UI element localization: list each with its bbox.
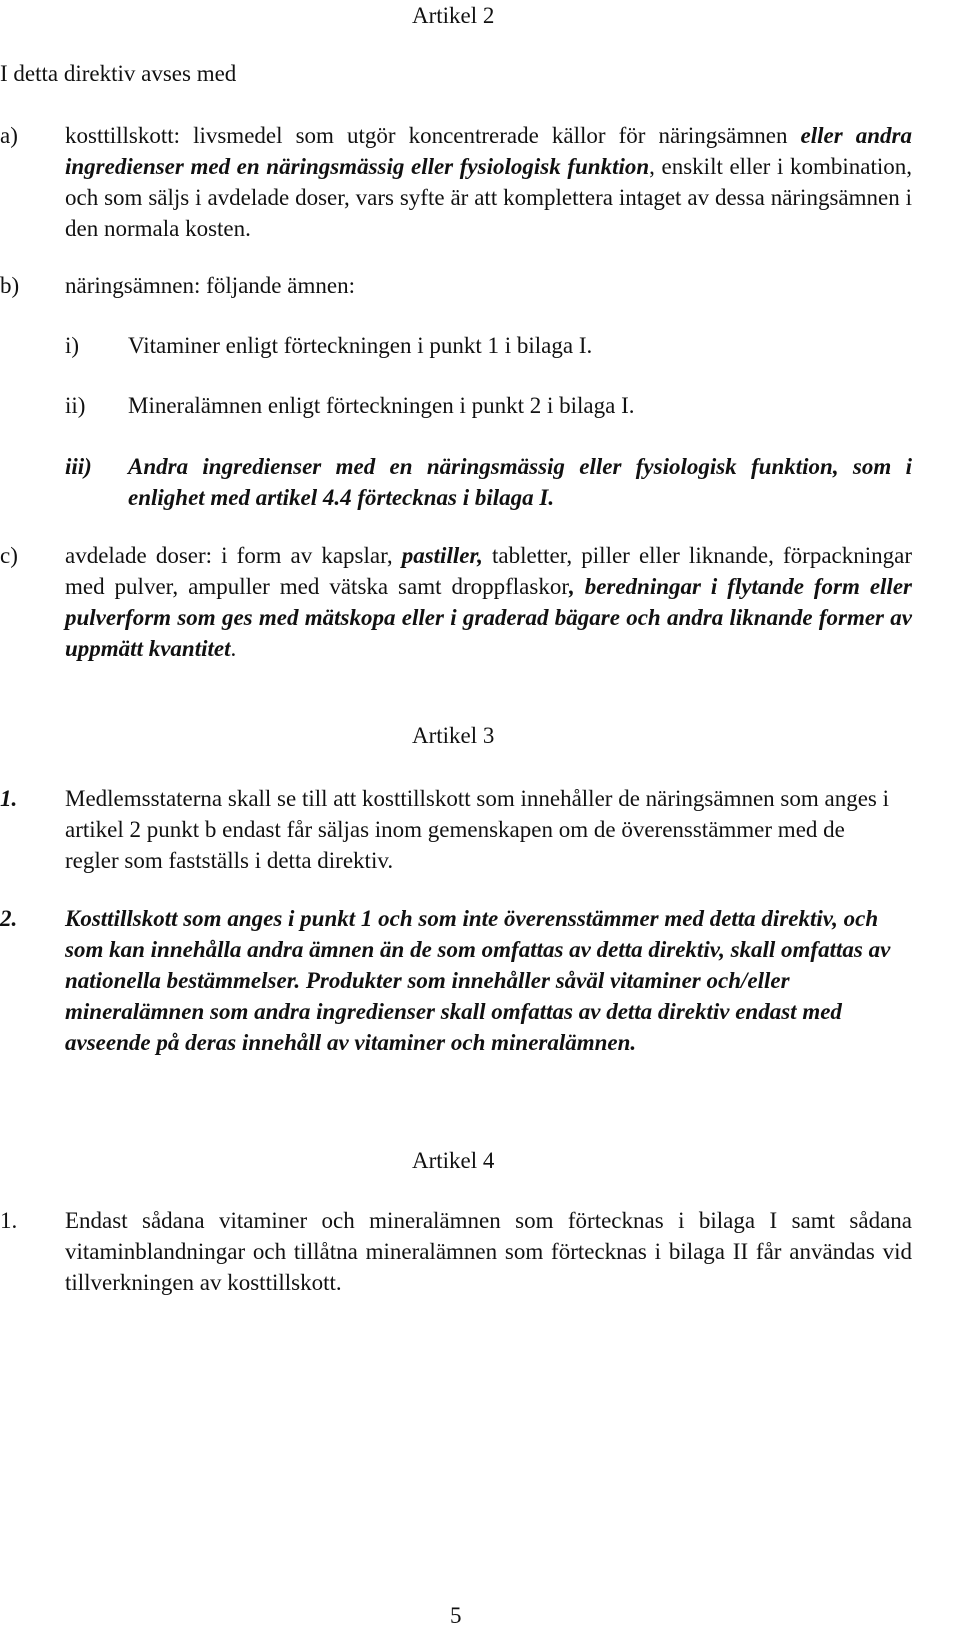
subitem-iii-label: iii) — [65, 454, 92, 479]
item-c-definition — [65, 540, 912, 664]
item-c-text-1: avdelade doser: i form av kapslar, — [65, 543, 402, 568]
subitem-ii-label: ii) — [65, 393, 86, 418]
item-a-emphasis: eller andra ingredienser med en näringsmässig eller fysiologisk funktion — [65, 123, 912, 179]
artikel-3-heading: Artikel 3 — [412, 723, 495, 748]
item-b-label: b) — [0, 273, 20, 298]
subitem-ii-text: Mineralämnen enligt förteckningen i punkt 2 i bilaga I. — [128, 393, 635, 418]
item-c-text-2: tabletter, piller eller liknande, förpackningar med pulver, ampuller med vätska samt droppflaskor — [65, 543, 912, 599]
item-c-pastiller: pastiller, — [401, 543, 483, 568]
item-b-text: näringsämnen: följande ämnen: — [65, 273, 355, 298]
artikel-3-p2-text: Kosttillskott som anges i punkt 1 och som inte överensstämmer med detta direktiv, och som kan innehålla andra ämnen än de som omfattas av detta direktiv, skall omfattas av nationella bestämmelser. Produkter som innehåller såväl vitaminer och/eller mineralämnen som andra ingredienser skall omfattas av detta direktiv endast med avseende på deras innehåll av vitaminer och mineralämnen. — [65, 906, 891, 1055]
item-c-text-3: . — [230, 636, 237, 661]
item-a-definition — [65, 120, 912, 244]
page-number: 5 — [450, 1603, 462, 1628]
artikel-4-p1-label: 1. — [0, 1208, 18, 1233]
subitem-i-label: i) — [65, 333, 80, 358]
artikel-4-heading: Artikel 4 — [412, 1148, 495, 1173]
item-a-text-2: , enskilt eller i kombination, och som säljs i avdelade doser, vars syfte är att komplettera intaget av dessa näringsämnen i den normala kosten. — [65, 154, 912, 241]
item-c-label: c) — [0, 543, 18, 568]
item-c-emphasis: , beredningar i flytande form eller pulverform som ges med mätskopa eller i graderad bägare och andra liknande former av uppmätt kvantitet — [65, 574, 912, 661]
artikel-3-p1-label: 1. — [0, 786, 18, 811]
artikel-4-p1-text: Endast sådana vitaminer och mineralämnen som förtecknas i bilaga I samt sådana vitaminblandningar och tillåtna mineralämnen som förtecknas i bilaga II får användas vid tillverkningen av kosttillskott. — [65, 1208, 912, 1295]
subitem-i-text: Vitaminer enligt förteckningen i punkt 1 i bilaga I. — [128, 333, 593, 358]
item-a-label: a) — [0, 123, 18, 148]
intro-text: I detta direktiv avses med — [0, 61, 237, 86]
subitem-iii-text: Andra ingredienser med en näringsmässig eller fysiologisk funktion, som i enlighet med artikel 4.4 förtecknas i bilaga I. — [128, 454, 912, 510]
artikel-3-p1-text: Medlemsstaterna skall se till att kosttillskott som innehåller de näringsämnen som anges i artikel 2 punkt b endast får säljas inom gemenskapen om de överensstämmer med de regler som fastställs i detta direktiv. — [65, 786, 890, 873]
item-a-text-1: kosttillskott: livsmedel som utgör koncentrerade källor för näringsämnen — [65, 123, 801, 148]
artikel-2-heading: Artikel 2 — [412, 3, 495, 28]
artikel-3-p2-label: 2. — [0, 906, 18, 931]
